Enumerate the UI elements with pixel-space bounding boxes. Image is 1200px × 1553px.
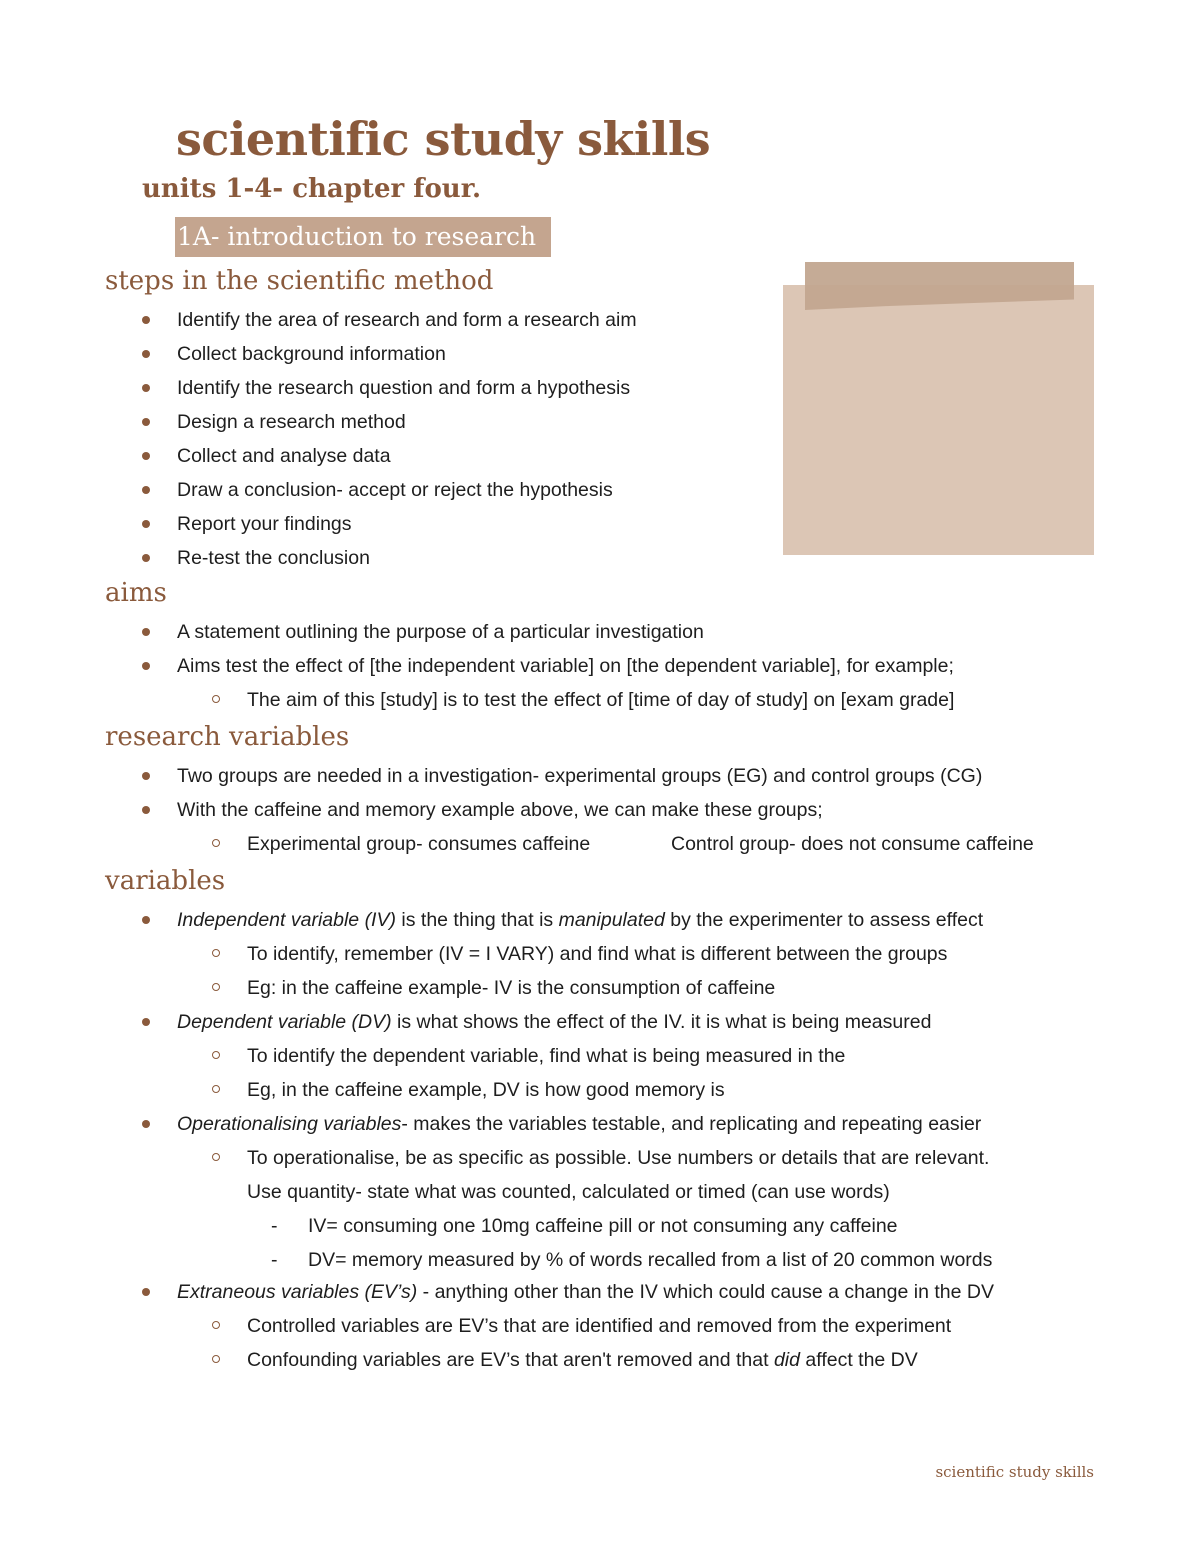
sub-list-item: Eg: in the caffeine example- IV is the consumption of caffeine [247, 977, 776, 999]
sub-list-item: To identify the dependent variable, find what is being measured in the [247, 1045, 846, 1067]
sub-list-item: Eg, in the caffeine example, DV is how good memory is [247, 1079, 725, 1101]
heading-variables: variables [105, 866, 226, 896]
list-item: Collect and analyse data [177, 445, 391, 467]
term-dv: Dependent variable (DV) [177, 1011, 392, 1033]
text: affect the DV [799, 1349, 918, 1371]
emphasis: did [773, 1349, 800, 1371]
emphasis: manipulated [558, 909, 665, 931]
sub-list-item [247, 1347, 918, 1373]
term-iv: Independent variable (IV) [177, 909, 396, 931]
list-item: Identify the research question and form a hypothesis [177, 377, 631, 399]
text: is what shows the effect of the IV. it is what is being measured [391, 1011, 932, 1033]
sub-list-item-continued: Use quantity- state what was counted, calculated or timed (can use words) [247, 1181, 890, 1203]
heading-research-variables: research variables [105, 722, 350, 752]
text: is the thing that is [395, 909, 559, 931]
list-item: A statement outlining the purpose of a particular investigation [177, 621, 704, 643]
list-item: With the caffeine and memory example above, we can make these groups; [177, 799, 823, 821]
list-item: Identify the area of research and form a research aim [177, 309, 637, 331]
list-item-dv [177, 1009, 931, 1035]
sub-list-item: The aim of this [study] is to test the effect of [time of day of study] on [exam grade] [247, 689, 955, 711]
heading-aims: aims [105, 578, 167, 608]
text: Confounding variables are EV’s that aren't removed and that [247, 1349, 774, 1371]
list-item: Collect background information [177, 343, 446, 365]
text: - anything other than the IV which could cause a change in the DV [417, 1281, 994, 1303]
list-item: Draw a conclusion- accept or reject the hypothesis [177, 479, 613, 501]
sticky-note [783, 285, 1094, 555]
section-tag: 1A- introduction to research [175, 217, 551, 257]
page-title: scientific study skills [176, 112, 711, 166]
term-operationalising: Operationalising variables [177, 1113, 402, 1135]
list-item: Two groups are needed in a investigation- experimental groups (EG) and control groups (CG) [177, 765, 983, 787]
list-item-operationalising [177, 1111, 981, 1137]
list-item-extraneous [177, 1279, 994, 1305]
dash-item: - IV= consuming one 10mg caffeine pill or not consuming any caffeine [308, 1213, 898, 1239]
sub-list-item: To operationalise, be as specific as possible. Use numbers or details that are relevant. [247, 1147, 990, 1169]
footer-text: scientific study skills [935, 1463, 1094, 1481]
text: by the experimenter to assess effect [664, 909, 984, 931]
sub-list-item: Experimental group- consumes caffeine [247, 833, 591, 855]
list-item: Aims test the effect of [the independent variable] on [the dependent variable], for example; [177, 655, 954, 677]
text: - makes the variables testable, and replicating and repeating easier [401, 1113, 982, 1135]
sub-list-item-continued: Control group- does not consume caffeine [671, 833, 1034, 855]
list-item: Report your findings [177, 513, 352, 535]
term-extraneous: Extraneous variables (EV’s) [177, 1281, 418, 1303]
dash-item: - DV= memory measured by % of words recalled from a list of 20 common words [308, 1247, 992, 1273]
sub-list-item: Controlled variables are EV’s that are identified and removed from the experiment [247, 1315, 952, 1337]
list-item: Design a research method [177, 411, 406, 433]
page-subtitle: units 1-4- chapter four. [142, 174, 482, 204]
list-item-iv [177, 907, 983, 933]
heading-steps: steps in the scientific method [105, 266, 494, 296]
sub-list-item: To identify, remember (IV = I VARY) and find what is different between the groups [247, 943, 948, 965]
list-item: Re-test the conclusion [177, 547, 370, 569]
